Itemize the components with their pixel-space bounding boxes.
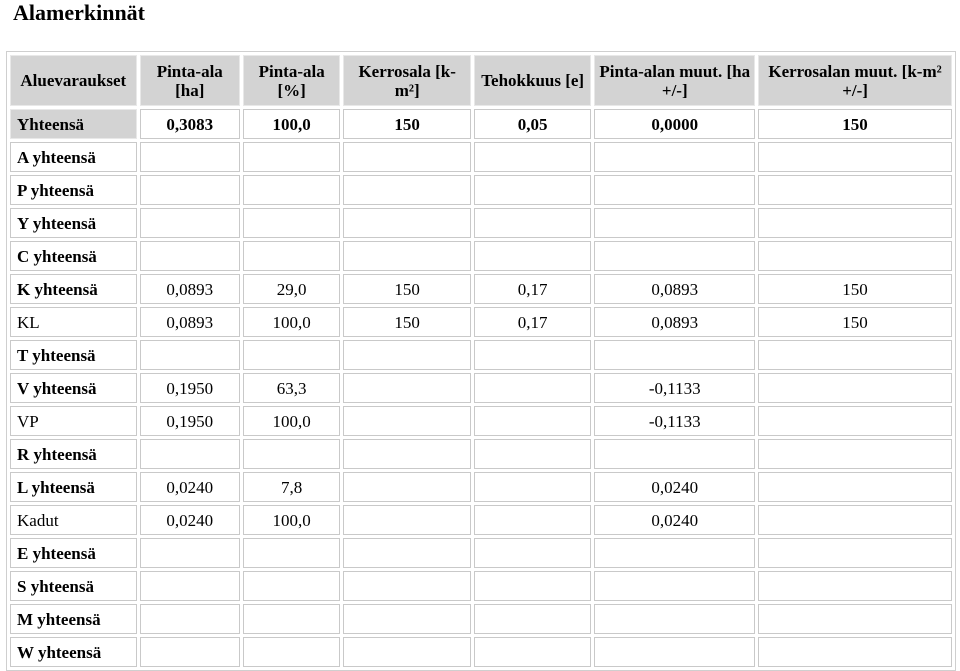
table-cell <box>140 340 240 370</box>
table-row <box>10 241 952 271</box>
table-cell <box>474 538 592 568</box>
table-cell <box>758 406 952 436</box>
table-cell: 7,8 <box>243 472 340 502</box>
table-row <box>10 274 952 304</box>
table-cell <box>594 340 755 370</box>
table-row <box>10 109 952 139</box>
table-cell <box>343 637 471 667</box>
row-label: Y yhteensä <box>10 208 137 238</box>
table-cell <box>243 241 340 271</box>
table-row <box>10 373 952 403</box>
table-cell: 0,0893 <box>594 274 755 304</box>
table-cell <box>474 637 592 667</box>
table-cell <box>594 439 755 469</box>
table-cell <box>758 538 952 568</box>
table-cell <box>594 604 755 634</box>
table-cell <box>758 637 952 667</box>
table-cell <box>243 175 340 205</box>
row-label: VP <box>10 406 137 436</box>
column-header: Tehokkuus [e] <box>474 55 592 106</box>
table-cell: 0,1950 <box>140 373 240 403</box>
table-cell <box>474 175 592 205</box>
table-cell <box>758 439 952 469</box>
table-cell <box>343 439 471 469</box>
table-cell: 100,0 <box>243 109 340 139</box>
area-summary-table <box>6 51 956 671</box>
column-header: Kerrosala [k-m²] <box>343 55 471 106</box>
row-label: S yhteensä <box>10 571 137 601</box>
table-cell <box>594 208 755 238</box>
table-cell: 0,17 <box>474 307 592 337</box>
table-cell <box>140 637 240 667</box>
row-label: A yhteensä <box>10 142 137 172</box>
table-cell <box>474 142 592 172</box>
row-label: P yhteensä <box>10 175 137 205</box>
table-cell <box>474 571 592 601</box>
table-cell <box>343 505 471 535</box>
table-cell: 0,05 <box>474 109 592 139</box>
table-cell: 0,0893 <box>594 307 755 337</box>
column-header: Pinta-ala [ha] <box>140 55 240 106</box>
table-cell <box>343 241 471 271</box>
column-header: Pinta-alan muut. [ha +/-] <box>594 55 755 106</box>
row-label: KL <box>10 307 137 337</box>
table-cell <box>343 373 471 403</box>
table-cell: 100,0 <box>243 406 340 436</box>
table-cell <box>758 142 952 172</box>
table-cell <box>758 373 952 403</box>
table-cell <box>474 373 592 403</box>
table-cell: 0,0000 <box>594 109 755 139</box>
row-label: W yhteensä <box>10 637 137 667</box>
table-cell <box>594 241 755 271</box>
table-row <box>10 439 952 469</box>
table-cell <box>343 208 471 238</box>
table-cell: 0,0893 <box>140 307 240 337</box>
table-cell: 150 <box>343 109 471 139</box>
table-cell <box>474 472 592 502</box>
row-label: K yhteensä <box>10 274 137 304</box>
table-cell <box>343 406 471 436</box>
table-cell <box>343 175 471 205</box>
table-cell <box>140 571 240 601</box>
table-cell: 0,0240 <box>594 472 755 502</box>
table-cell <box>758 208 952 238</box>
row-label: C yhteensä <box>10 241 137 271</box>
table-cell <box>243 604 340 634</box>
table-cell <box>594 142 755 172</box>
row-label: T yhteensä <box>10 340 137 370</box>
table-cell: -0,1133 <box>594 373 755 403</box>
table-cell <box>758 604 952 634</box>
table-cell <box>343 472 471 502</box>
table-cell: 100,0 <box>243 307 340 337</box>
row-label: Kadut <box>10 505 137 535</box>
table-cell <box>343 340 471 370</box>
table-cell <box>474 439 592 469</box>
table-row <box>10 406 952 436</box>
table-cell <box>474 505 592 535</box>
table-row <box>10 142 952 172</box>
table-cell <box>243 340 340 370</box>
table-row <box>10 472 952 502</box>
table-row <box>10 340 952 370</box>
table-row <box>10 175 952 205</box>
table-cell <box>140 208 240 238</box>
row-label: R yhteensä <box>10 439 137 469</box>
table-cell: 150 <box>343 307 471 337</box>
table-row <box>10 208 952 238</box>
table-cell <box>474 604 592 634</box>
page-title: Alamerkinnät <box>13 0 145 25</box>
table-cell: 150 <box>343 274 471 304</box>
row-label: Yhteensä <box>10 109 137 139</box>
table-cell <box>594 538 755 568</box>
table-cell <box>343 604 471 634</box>
table-cell: 0,0893 <box>140 274 240 304</box>
table-cell <box>758 241 952 271</box>
table-cell <box>758 505 952 535</box>
table-cell <box>140 439 240 469</box>
table-row <box>10 604 952 634</box>
table-cell <box>140 604 240 634</box>
table-cell <box>140 241 240 271</box>
table-cell <box>343 538 471 568</box>
table-cell <box>243 538 340 568</box>
table-row <box>10 637 952 667</box>
table-cell: 0,17 <box>474 274 592 304</box>
table-cell: 0,0240 <box>140 505 240 535</box>
table-cell: -0,1133 <box>594 406 755 436</box>
table-cell <box>140 175 240 205</box>
column-header: Aluevaraukset <box>10 55 137 106</box>
table-cell <box>594 175 755 205</box>
table-header-row <box>10 55 952 106</box>
table-cell <box>474 208 592 238</box>
table-cell <box>474 241 592 271</box>
table-cell: 0,0240 <box>594 505 755 535</box>
table-row <box>10 571 952 601</box>
table-cell <box>243 439 340 469</box>
table-cell <box>243 571 340 601</box>
table-cell <box>243 637 340 667</box>
row-label: E yhteensä <box>10 538 137 568</box>
table-cell: 150 <box>758 274 952 304</box>
table-cell: 63,3 <box>243 373 340 403</box>
table-cell <box>758 571 952 601</box>
table-cell: 29,0 <box>243 274 340 304</box>
table-cell: 100,0 <box>243 505 340 535</box>
table-cell: 0,0240 <box>140 472 240 502</box>
table-cell <box>243 142 340 172</box>
table-cell <box>594 571 755 601</box>
table-body <box>10 109 952 667</box>
table-cell <box>474 340 592 370</box>
row-label: V yhteensä <box>10 373 137 403</box>
table-cell: 150 <box>758 109 952 139</box>
table-cell <box>243 208 340 238</box>
column-header: Pinta-ala [%] <box>243 55 340 106</box>
table-cell <box>343 571 471 601</box>
table-cell <box>758 472 952 502</box>
table-cell <box>594 637 755 667</box>
table-cell: 0,3083 <box>140 109 240 139</box>
table-cell <box>140 142 240 172</box>
table-cell <box>758 340 952 370</box>
table-row <box>10 538 952 568</box>
table-cell <box>343 142 471 172</box>
table-cell: 0,1950 <box>140 406 240 436</box>
table-cell <box>140 538 240 568</box>
table-cell <box>474 406 592 436</box>
row-label: M yhteensä <box>10 604 137 634</box>
table-cell <box>758 175 952 205</box>
table-row <box>10 505 952 535</box>
column-header: Kerrosalan muut. [k-m² +/-] <box>758 55 952 106</box>
table-row <box>10 307 952 337</box>
table-cell: 150 <box>758 307 952 337</box>
row-label: L yhteensä <box>10 472 137 502</box>
